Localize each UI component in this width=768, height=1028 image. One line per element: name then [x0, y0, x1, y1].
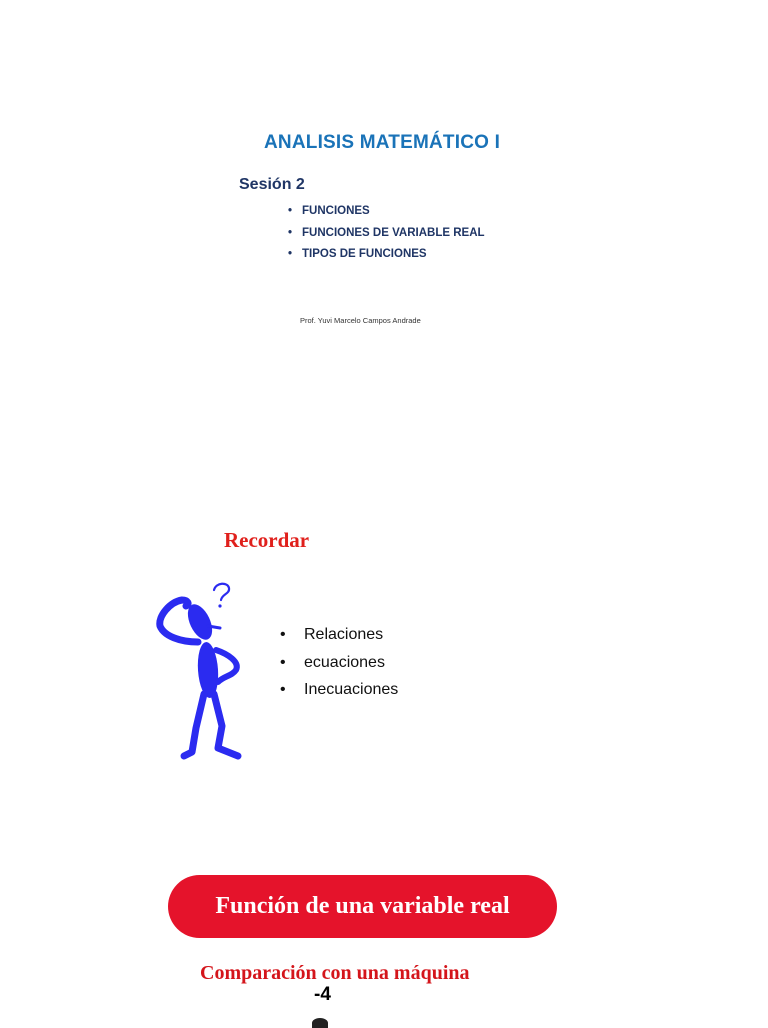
- remember-list: [280, 624, 398, 707]
- item-label: ecuaciones: [304, 653, 385, 671]
- list-item: [280, 624, 398, 652]
- topics-list: [288, 203, 485, 268]
- banner-title: Función de una variable real: [215, 893, 510, 919]
- cropped-glyph: [312, 1018, 328, 1028]
- comparison-subtitle: Comparación con una máquina: [200, 962, 470, 984]
- section-banner: [168, 875, 557, 938]
- list-item: [288, 203, 485, 225]
- value-label: -4: [314, 984, 331, 1005]
- bullet: •: [288, 226, 293, 239]
- bullet: •: [280, 681, 286, 698]
- list-item: [280, 652, 398, 680]
- list-item: [288, 246, 485, 268]
- item-label: Relaciones: [304, 626, 384, 643]
- list-item: [280, 679, 398, 707]
- item-label: Inecuaciones: [304, 681, 399, 698]
- recordar-heading: Recordar: [224, 528, 310, 552]
- bullet: •: [280, 626, 286, 643]
- bullet: •: [288, 248, 293, 260]
- topic-label: TIPOS DE FUNCIONES: [302, 248, 427, 260]
- professor-name: Prof. Yuvi Marcelo Campos Andrade: [300, 316, 421, 325]
- topic-label: FUNCIONES DE VARIABLE REAL: [302, 226, 485, 239]
- topic-label: FUNCIONES: [302, 205, 370, 217]
- list-item: [288, 225, 485, 247]
- bullet: •: [280, 653, 286, 671]
- session-label: Sesión 2: [239, 176, 305, 193]
- bullet: •: [288, 205, 293, 217]
- thinking-person-icon: [150, 578, 256, 764]
- course-title: ANALISIS MATEMÁTICO I: [264, 132, 501, 153]
